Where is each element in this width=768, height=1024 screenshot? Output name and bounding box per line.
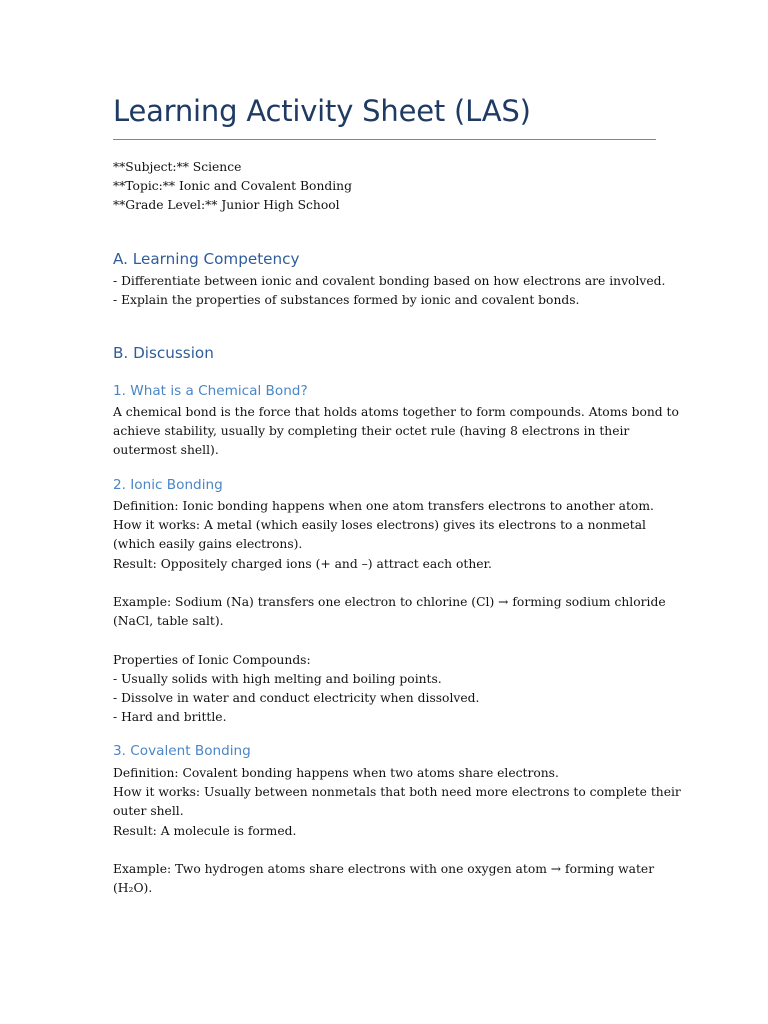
subsection-1-heading: 1. What is a Chemical Bond? [113,383,308,399]
paragraph-line: (NaCl, table salt). [113,614,224,629]
meta-grade-level: **Grade Level:** Junior High School [113,198,340,213]
competency-line: - Differentiate between ionic and covalent bonding based on how electrons are involved. [113,274,666,288]
subsection-1-body [113,403,679,461]
meta-subject: **Subject:** Science [113,160,242,174]
list-item: - Dissolve in water and conduct electricity when dissolved. [113,691,480,705]
paragraph-line: Example: Two hydrogen atoms share electrons with one oxygen atom → forming water [113,862,655,876]
blank-line [113,631,658,650]
paragraph-line: Definition: Ionic bonding happens when one atom transfers electrons to another atom. [113,499,654,513]
list-item: - Hard and brittle. [113,710,227,725]
section-a-heading: A. Learning Competency [113,250,300,268]
paragraph-line: Result: Oppositely charged ions (+ and –) attract each other. [113,556,492,571]
subsection-3-heading: 3. Covalent Bonding [113,743,251,759]
blank-line [113,574,658,593]
meta-topic: **Topic:** Ionic and Covalent Bonding [113,179,352,194]
paragraph-line: Definition: Covalent bonding happens when two atoms share electrons. [113,766,559,780]
document-title: Learning Activity Sheet (LAS) [113,94,531,128]
paragraph-line: Properties of Ionic Compounds: [113,652,311,667]
document-meta [113,158,658,216]
paragraph-line: (which easily gains electrons). [113,537,303,552]
subsection-2-body [113,497,666,727]
subsection-2-heading: 2. Ionic Bonding [113,477,223,493]
paragraph-line: How it works: Usually between nonmetals that both need more electrons to complete their [113,785,681,800]
paragraph-line: achieve stability, usually by completing their octet rule (having 8 electrons in their [113,424,630,439]
paragraph-line: outermost shell). [113,443,219,458]
section-b-heading: B. Discussion [113,344,214,362]
list-item: - Usually solids with high melting and boiling points. [113,671,442,686]
subsection-3-body [113,764,681,898]
title-underline [113,139,656,140]
paragraph-line: Result: A molecule is formed. [113,823,297,838]
paragraph-line: Example: Sodium (Na) transfers one electron to chlorine (Cl) → forming sodium chloride [113,595,666,609]
section-a-body [113,272,666,310]
paragraph-line: outer shell. [113,804,184,819]
paragraph-line: How it works: A metal (which easily loses electrons) gives its electrons to a nonmetal [113,518,646,533]
paragraph-line: (H₂O). [113,881,153,896]
blank-line [113,841,658,860]
competency-line: - Explain the properties of substances formed by ionic and covalent bonds. [113,293,580,308]
paragraph-line: A chemical bond is the force that holds atoms together to form compounds. Atoms bond to [113,405,679,419]
